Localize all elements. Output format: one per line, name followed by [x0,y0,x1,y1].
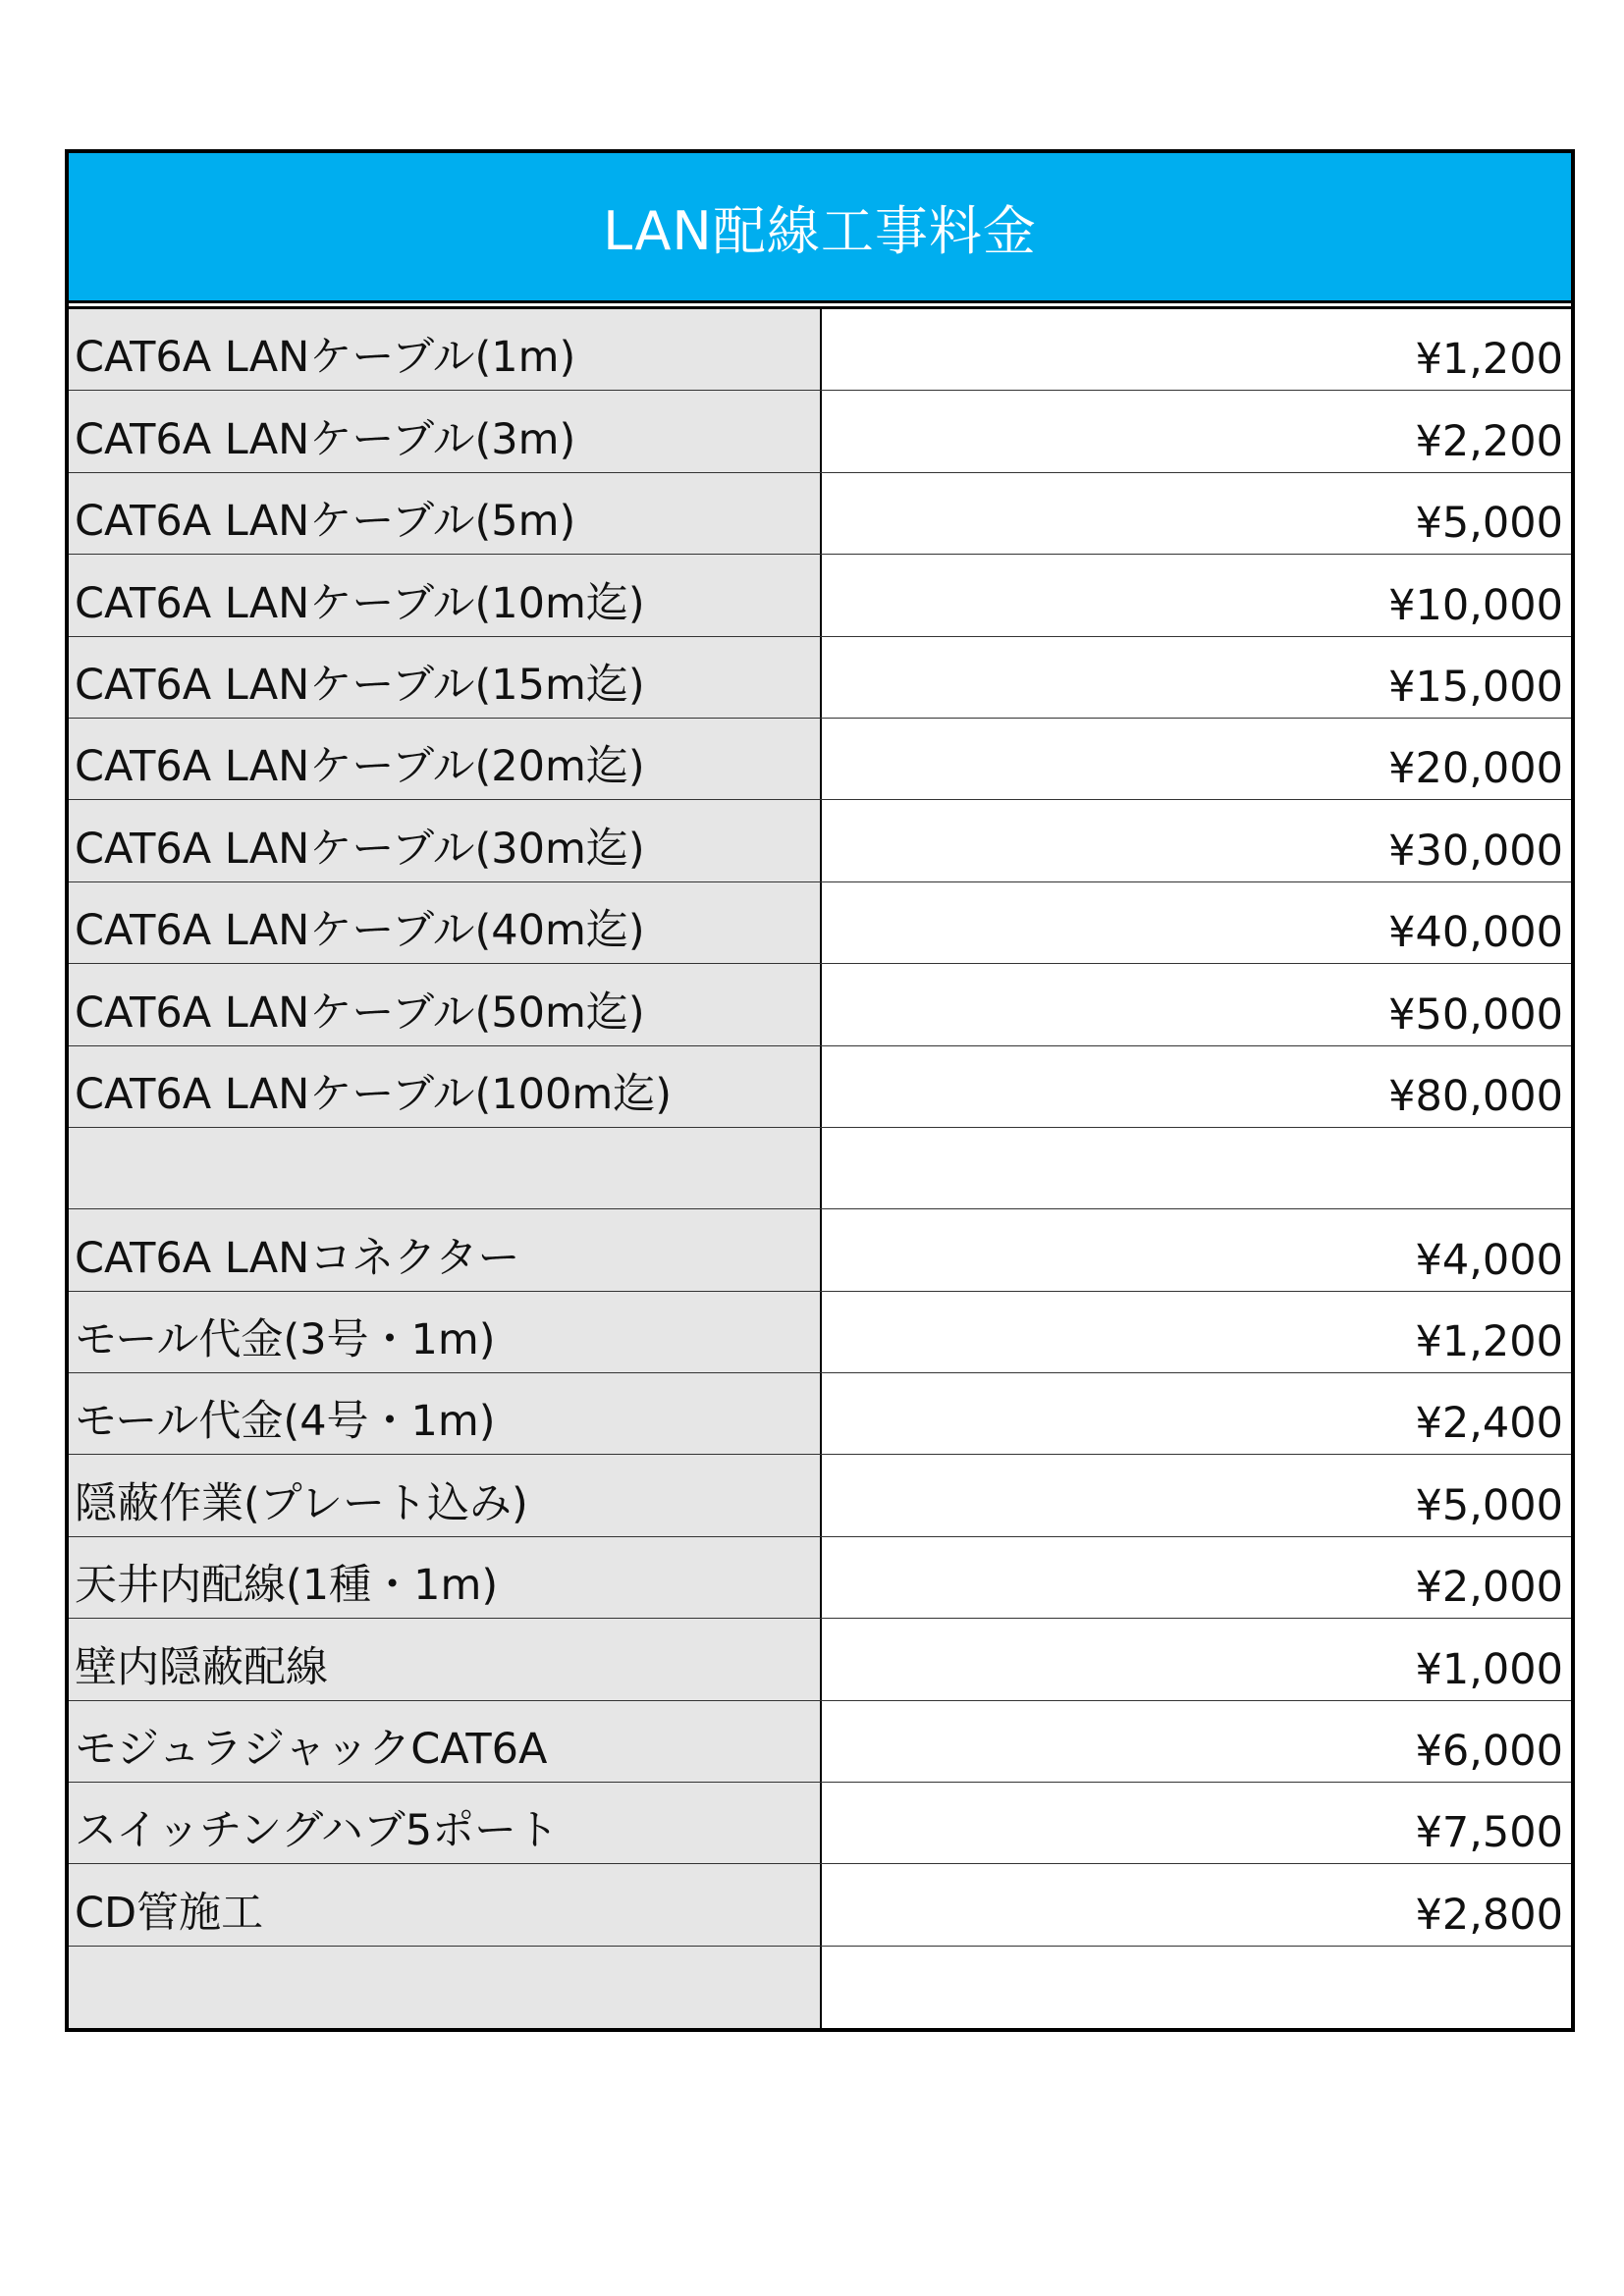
item-name-cell: 壁内隠蔽配線 [69,1619,822,1699]
item-name-cell: モール代金(3号・1m) [69,1292,822,1372]
price-cell: ¥40,000 [822,882,1571,963]
item-name-cell: CAT6A LANケーブル(1m) [69,309,822,390]
item-name-cell: 天井内配線(1種・1m) [69,1537,822,1618]
table-row [69,800,1571,881]
table-row [69,1864,1571,1946]
price-cell: ¥50,000 [822,964,1571,1044]
item-name-cell [69,1128,822,1208]
price-cell: ¥5,000 [822,473,1571,554]
item-name-cell: スイッチングハブ5ポート [69,1783,822,1863]
table-header [69,153,1571,303]
price-cell: ¥20,000 [822,719,1571,799]
table-row [69,1619,1571,1700]
table-row [69,964,1571,1045]
table-row [69,309,1571,391]
price-table [65,149,1575,2032]
table-row-empty [69,1947,1571,2028]
table-row [69,1455,1571,1536]
price-cell: ¥2,200 [822,391,1571,471]
item-name-cell: モジュラジャックCAT6A [69,1701,822,1782]
price-cell: ¥6,000 [822,1701,1571,1782]
item-name-cell: CAT6A LANケーブル(5m) [69,473,822,554]
price-cell: ¥4,000 [822,1209,1571,1290]
table-row [69,473,1571,555]
item-name-cell: CAT6A LANケーブル(3m) [69,391,822,471]
price-cell: ¥10,000 [822,555,1571,635]
table-title: LAN配線工事料金 [603,199,1037,262]
price-cell: ¥1,200 [822,1292,1571,1372]
table-row [69,555,1571,636]
item-name-cell: CAT6A LANケーブル(10m迄) [69,555,822,635]
item-name-cell [69,1947,822,2028]
price-cell: ¥5,000 [822,1455,1571,1535]
price-cell: ¥1,000 [822,1619,1571,1699]
price-cell [822,1947,1571,2028]
item-name-cell: 隠蔽作業(プレート込み) [69,1455,822,1535]
table-row-empty [69,1128,1571,1209]
price-cell: ¥30,000 [822,800,1571,881]
table-row [69,1209,1571,1291]
table-row [69,1046,1571,1128]
price-cell: ¥2,400 [822,1373,1571,1454]
table-row [69,719,1571,800]
table-row [69,391,1571,472]
item-name-cell: CAT6A LANケーブル(15m迄) [69,637,822,718]
table-row [69,1701,1571,1783]
table-body [69,306,1571,2028]
item-name-cell: CAT6A LANケーブル(40m迄) [69,882,822,963]
price-cell: ¥15,000 [822,637,1571,718]
item-name-cell: CAT6A LANケーブル(100m迄) [69,1046,822,1127]
item-name-cell: モール代金(4号・1m) [69,1373,822,1454]
price-cell: ¥80,000 [822,1046,1571,1127]
table-row [69,882,1571,964]
table-row [69,1537,1571,1619]
price-cell: ¥2,000 [822,1537,1571,1618]
table-row [69,1783,1571,1864]
item-name-cell: CAT6A LANケーブル(50m迄) [69,964,822,1044]
table-row [69,1292,1571,1373]
item-name-cell: CAT6A LANケーブル(30m迄) [69,800,822,881]
price-cell: ¥2,800 [822,1864,1571,1945]
item-name-cell: CD管施工 [69,1864,822,1945]
price-cell: ¥7,500 [822,1783,1571,1863]
price-cell: ¥1,200 [822,309,1571,390]
item-name-cell: CAT6A LANケーブル(20m迄) [69,719,822,799]
price-cell [822,1128,1571,1208]
table-row [69,637,1571,719]
table-row [69,1373,1571,1455]
item-name-cell: CAT6A LANコネクター [69,1209,822,1290]
